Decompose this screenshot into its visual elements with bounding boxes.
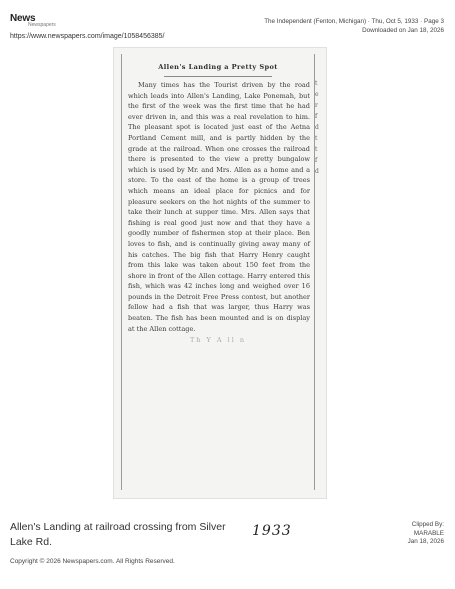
publication-info bbox=[264, 17, 444, 35]
edge-letter: f bbox=[315, 113, 318, 120]
clipped-by-info bbox=[408, 521, 444, 547]
clipped-by-label: Clipped By: bbox=[411, 521, 444, 528]
clipped-date: Jan 18, 2026 bbox=[407, 538, 444, 545]
edge-letter: f bbox=[315, 157, 318, 164]
copyright-notice: Copyright © 2026 Newspapers.com. All Rights Reserved. bbox=[10, 558, 175, 565]
cutoff-line: Th Y A ll n bbox=[189, 336, 247, 345]
handwritten-year: 1933 bbox=[252, 523, 292, 539]
brand-subtitle: Newspapers bbox=[28, 22, 56, 28]
downloaded-date: Downloaded on Jan 18, 2026 bbox=[362, 27, 444, 34]
brand-name: News bbox=[10, 13, 36, 24]
clipped-by-user[interactable]: MARABLE bbox=[413, 529, 444, 537]
article-column bbox=[121, 54, 315, 490]
publication-line: The Independent (Fenton, Michigan) · Thu, Oct 5, 1933 · Page 3 bbox=[264, 18, 444, 25]
edge-letter: d bbox=[315, 168, 319, 175]
edge-letter: d bbox=[315, 124, 319, 131]
title-rule bbox=[164, 76, 272, 77]
adjacent-column-edge bbox=[315, 78, 323, 177]
edge-letter: t bbox=[315, 80, 318, 87]
clipping-caption: Allen's Landing at railroad crossing from Silver Lake Rd. bbox=[10, 521, 226, 548]
site-logo[interactable] bbox=[10, 13, 56, 28]
image-url[interactable]: https://www.newspapers.com/image/1058456385/ bbox=[10, 33, 165, 40]
newspaper-clipping bbox=[113, 47, 327, 499]
edge-letter: e bbox=[315, 91, 319, 98]
article-body: Many times has the Tourist driven by the road which leads into Allen's Landing, Lake Ponemah, but the first of the week was the first time that he had ever driven in, and this was a real revelation to him. The pleasant spot is located just east of the Aetna Portland Cement mill, and is partly hidden by the grade at the railroad. When one crosses the railroad there is presented to the view a pretty bungalow which is used by Mr. and Mrs. Allen as a home and a store. To the east of the home is a group of trees which means an ideal place for picnics and for pleasure seekers on the hot nights of the summer to take their lunch at supper time. Mrs. Allen says that fishing is real good just now and that they have a goodly number of fishermen stop at their place. Ben loves to fish, and is continually giving away many of his catches. The big fish that Harry Henry caught from this lake was taken about 150 feet from the shore in front of the Allen cottage. Harry entered this fish, which was 42 inches long and weighed over 16 pounds in the Detroit Free Press contest, but another fellow had a fish that was larger, thus Harry was beaten. The fish has been mounted and is on display at the Allen cottage. bbox=[128, 81, 310, 333]
article-title: Allen's Landing a Pretty Spot bbox=[158, 63, 278, 71]
edge-letter: r bbox=[315, 102, 318, 109]
edge-letter: t bbox=[315, 146, 318, 153]
edge-letter: t bbox=[315, 135, 318, 142]
